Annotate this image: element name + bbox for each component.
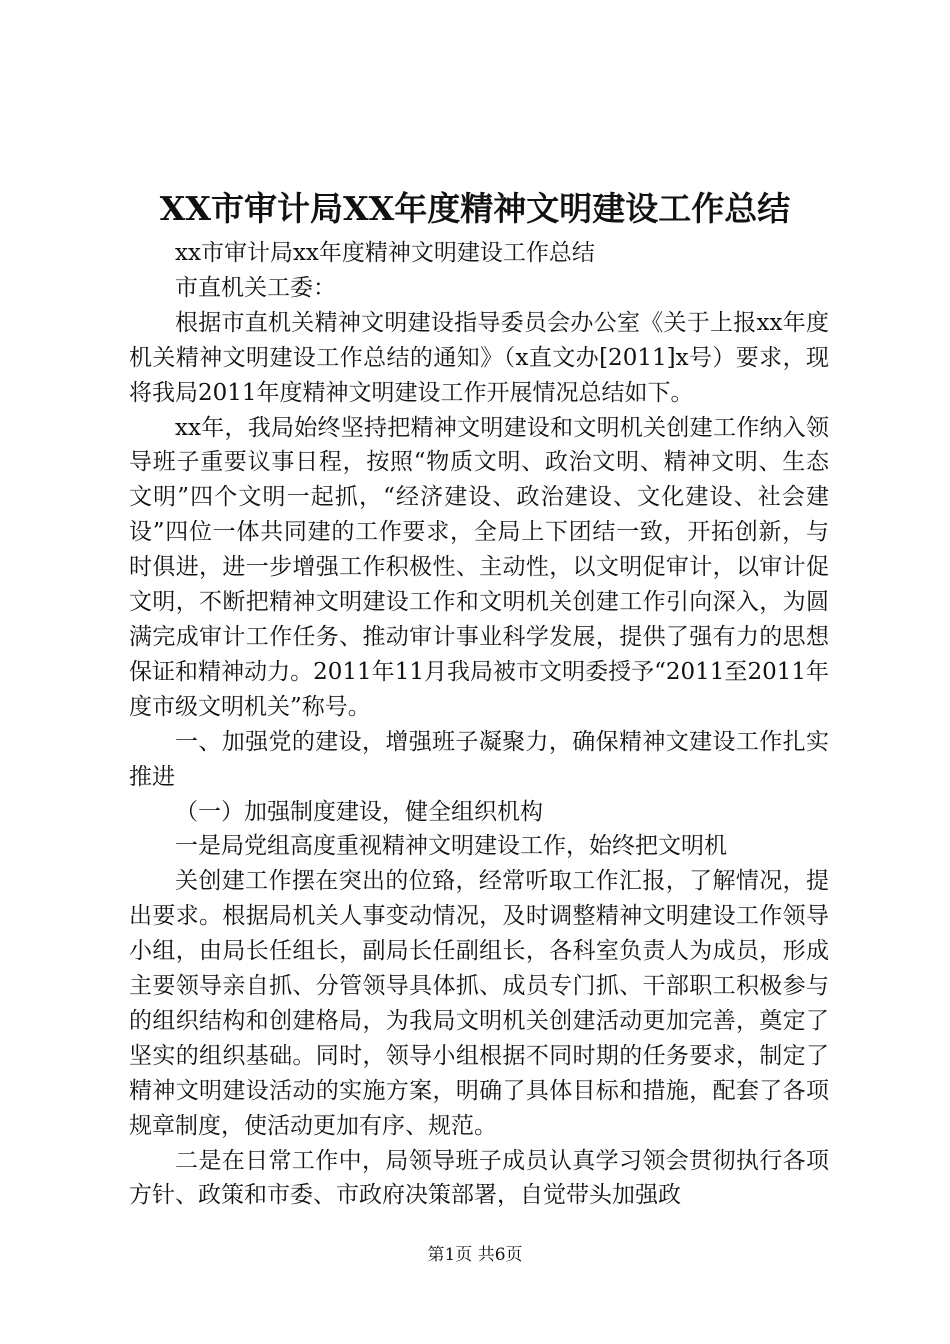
paragraph-overview: xx年，我局始终坚持把精神文明建设和文明机关创建工作纳入领导班子重要议事日程，按照“物质文明、政治文明、精神文明、生态文明”四个文明一起抓，“经济建设、政治建设、文化建设、社会建设”四位一体共同建的工作要求，全局上下团结一致，开拓创新，与时俱进，进一步增强工作积极性、主动性，以文明促审计，以审计促文明，不断把精神文明建设工作和文明机关创建工作引向深入，为圆满完成审计工作任务、推动审计事业科学发展，提供了强有力的思想保证和精神动力。2011年11月我局被市文明委授予“2011至2011年度市级文明机关”称号。 <box>129 414 829 720</box>
paragraph-subtitle: xx市审计局xx年度精神文明建设工作总结 <box>175 240 595 266</box>
paragraph-point-1-start: 一是局党组高度重视精神文明建设工作，始终把文明机 <box>175 833 727 860</box>
document-title: XX市审计局XX年度精神文明建设工作总结 <box>159 189 791 228</box>
paragraph-intro: 根据市直机关精神文明建设指导委员会办公室《关于上报xx年度机关精神文明建设工作总结的通知》（x直文办[2011]x号）要求，现将我局2011年度精神文明建设工作开展情况总结如下。 <box>129 309 829 406</box>
section-heading-1: 一、加强党的建设，增强班子凝聚力，确保精神文建设工作扎实推进 <box>129 728 829 790</box>
paragraph-point-2: 二是在日常工作中，局领导班子成员认真学习领会贯彻执行各项方针、政策和市委、市政府决策部署，自觉带头加强政 <box>129 1147 829 1209</box>
paragraph-addressee: 市直机关工委： <box>175 274 336 301</box>
paragraph-point-1-body: 关创建工作摆在突出的位臵，经常听取工作汇报，了解情况，提出要求。根据局机关人事变动情况，及时调整精神文明建设工作领导小组，由局长任组长，副局长任副组长，各科室负责人为成员，形成主要领导亲自抓、分管领导具体抓、成员专门抓、干部职工积极参与的组织结构和创建格局，为我局文明机关创建活动更加完善，奠定了坚实的组织基础。同时，领导小组根据不同时期的任务要求，制定了精神文明建设活动的实施方案，明确了具体目标和措施，配套了各项规章制度，使活动更加有序、规范。 <box>129 868 829 1139</box>
subsection-heading-1: （一）加强制度建设，健全组织机构 <box>175 798 543 825</box>
page-footer: 第1页 共6页 <box>427 1245 523 1265</box>
document-body <box>129 236 829 1213</box>
